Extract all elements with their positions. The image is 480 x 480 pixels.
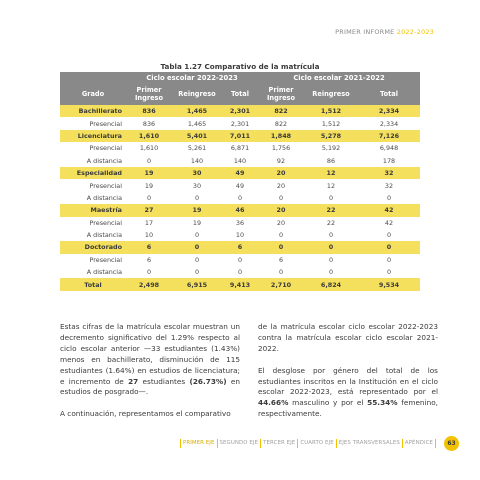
table-cell: 178 xyxy=(358,155,420,167)
table-modality-row xyxy=(60,142,420,154)
table-modality-row xyxy=(60,217,420,229)
row-label: Presencial xyxy=(60,217,126,229)
header-primer-ingreso: Primer Ingreso xyxy=(258,83,304,105)
table-cell: 0 xyxy=(304,229,358,241)
total-cell: 6,915 xyxy=(172,278,222,290)
table-cell: 20 xyxy=(258,204,304,216)
bold-value: 55.34% xyxy=(367,398,398,408)
table-cell: 22 xyxy=(304,204,358,216)
table-cell: 6 xyxy=(126,241,172,253)
table-cell: 1,512 xyxy=(304,105,358,117)
table-cell: 12 xyxy=(304,167,358,179)
table-cell: 0 xyxy=(358,266,420,278)
table-cell: 32 xyxy=(358,167,420,179)
footer-divider xyxy=(435,439,436,448)
row-label: Doctorado xyxy=(60,241,126,253)
table-cell: 0 xyxy=(222,266,258,278)
table-cell: 17 xyxy=(126,217,172,229)
table-cell: 0 xyxy=(304,192,358,204)
row-label: Maestría xyxy=(60,204,126,216)
table-column-header-row xyxy=(60,83,420,105)
row-label: Licenciatura xyxy=(60,130,126,142)
header-total: Total xyxy=(358,83,420,105)
table-cell: 7,126 xyxy=(358,130,420,142)
table-cell: 0 xyxy=(258,241,304,253)
table-modality-row xyxy=(60,155,420,167)
footer-divider xyxy=(336,439,337,448)
table-cell: 36 xyxy=(222,217,258,229)
total-cell: 9,413 xyxy=(222,278,258,290)
table-cell: 19 xyxy=(172,217,222,229)
table-cell: 0 xyxy=(258,229,304,241)
table-cell: 30 xyxy=(172,167,222,179)
header-reingreso: Reingreso xyxy=(172,83,222,105)
table-cell: 92 xyxy=(258,155,304,167)
table-cell: 5,261 xyxy=(172,142,222,154)
table-cell: 12 xyxy=(304,179,358,191)
table-group-header-row xyxy=(60,72,420,83)
footer-link-apendice[interactable]: APÉNDICE xyxy=(404,440,434,446)
table-cell: 0 xyxy=(172,192,222,204)
table-cell: 19 xyxy=(172,204,222,216)
table-cell: 19 xyxy=(126,179,172,191)
table-cell: 1,512 xyxy=(304,117,358,129)
table-cell: 0 xyxy=(172,254,222,266)
table-cell: 836 xyxy=(126,117,172,129)
table-modality-row xyxy=(60,192,420,204)
table-cell: 140 xyxy=(222,155,258,167)
table-cell: 0 xyxy=(222,192,258,204)
row-label: Presencial xyxy=(60,117,126,129)
table-cell: 32 xyxy=(358,179,420,191)
table-cell: 5,278 xyxy=(304,130,358,142)
footer-divider xyxy=(297,439,298,448)
table-cell: 836 xyxy=(126,105,172,117)
table-level-row xyxy=(60,204,420,216)
table-cell: 0 xyxy=(258,266,304,278)
table-cell: 1,610 xyxy=(126,142,172,154)
table-cell: 6,871 xyxy=(222,142,258,154)
row-label: A distancia xyxy=(60,192,126,204)
row-label: A distancia xyxy=(60,155,126,167)
enrollment-comparison-table xyxy=(60,72,420,291)
row-label: A distancia xyxy=(60,229,126,241)
table-cell: 1,465 xyxy=(172,105,222,117)
footer-divider xyxy=(180,439,181,448)
table-cell: 0 xyxy=(126,192,172,204)
table-cell: 6 xyxy=(258,254,304,266)
table-cell: 0 xyxy=(172,266,222,278)
table-modality-row xyxy=(60,229,420,241)
footer-link-segundo-eje[interactable]: SEGUNDO EJE xyxy=(219,440,259,446)
footer-link-cuarto-eje[interactable]: CUARTO EJE xyxy=(300,440,334,446)
table-cell: 46 xyxy=(222,204,258,216)
table-modality-row xyxy=(60,179,420,191)
paragraph: A continuación, representamos el comparativo xyxy=(60,409,231,419)
table-cell: 10 xyxy=(126,229,172,241)
row-label: Presencial xyxy=(60,142,126,154)
row-label: Presencial xyxy=(60,254,126,266)
table-cell: 2,301 xyxy=(222,117,258,129)
paragraph xyxy=(60,322,240,398)
table-cell: 0 xyxy=(222,254,258,266)
total-cell: 2,498 xyxy=(126,278,172,290)
text-span: El desglose por género del total de los estudiantes inscritos en la Institución en el ciclo escolar 2022-2023, está representado por el xyxy=(258,365,438,397)
table-cell: 0 xyxy=(126,155,172,167)
row-label: Bachillerato xyxy=(60,105,126,117)
header-cycle-2022-2023: Ciclo escolar 2022-2023 xyxy=(126,72,258,83)
table-cell: 49 xyxy=(222,167,258,179)
table-cell: 2,334 xyxy=(358,105,420,117)
table-cell: 0 xyxy=(172,229,222,241)
bold-value: (26.73%) xyxy=(189,376,227,386)
table-cell: 0 xyxy=(358,254,420,266)
footer-link-primer-eje[interactable]: PRIMER EJE xyxy=(183,440,215,446)
page-number-badge: 63 xyxy=(444,436,459,451)
table-cell: 0 xyxy=(358,192,420,204)
table-level-row xyxy=(60,167,420,179)
table-cell: 0 xyxy=(126,266,172,278)
table-body xyxy=(60,105,420,278)
bold-value: 27 xyxy=(128,376,139,386)
table-cell: 22 xyxy=(304,217,358,229)
table-cell: 49 xyxy=(222,179,258,191)
table-cell: 7,011 xyxy=(222,130,258,142)
table-cell: 0 xyxy=(304,241,358,253)
table-level-row xyxy=(60,105,420,117)
total-cell: 9,534 xyxy=(358,278,420,290)
row-label: Especialidad xyxy=(60,167,126,179)
header-primer-ingreso: Primer Ingreso xyxy=(126,83,172,105)
table-cell: 6 xyxy=(222,241,258,253)
body-text-right-column xyxy=(258,322,438,431)
table-level-row xyxy=(60,130,420,142)
header-reingreso: Reingreso xyxy=(304,83,358,105)
table-cell: 822 xyxy=(258,117,304,129)
footer-link-ejes-transversales[interactable]: EJES TRANSVERSALES xyxy=(338,440,400,446)
table-cell: 0 xyxy=(258,192,304,204)
header-grado: Grado xyxy=(60,83,126,105)
table-modality-row xyxy=(60,117,420,129)
table-cell: 10 xyxy=(222,229,258,241)
header-years: 2022-2023 xyxy=(396,28,434,36)
text-span: en estudios de posgrado—. xyxy=(60,376,240,397)
table-total-row xyxy=(60,278,420,290)
table-cell: 5,401 xyxy=(172,130,222,142)
table-cell: 30 xyxy=(172,179,222,191)
table-title: Tabla 1.27 Comparativo de la matrícula xyxy=(160,62,320,71)
total-cell: 6,824 xyxy=(304,278,358,290)
table-cell: 140 xyxy=(172,155,222,167)
header-report-label: PRIMER INFORME xyxy=(335,28,395,36)
table-cell: 5,192 xyxy=(304,142,358,154)
header-blank xyxy=(60,72,126,83)
header-total: Total xyxy=(222,83,258,105)
row-label: Presencial xyxy=(60,179,126,191)
table-cell: 6,948 xyxy=(358,142,420,154)
total-label: Total xyxy=(60,278,126,290)
footer-link-tercer-eje[interactable]: TERCER EJE xyxy=(263,440,296,446)
table-cell: 0 xyxy=(304,254,358,266)
text-span: Estas cifras de la matrícula escolar muestran un decremento significativo del 1.29% respecto al ciclo escolar anterior —33 estudiantes (1.43%) menos en bachillerato, disminución de 115 estudiantes (1.64%) en estudios de licenciatura; e incremento de xyxy=(60,322,240,386)
table-level-row xyxy=(60,241,420,253)
body-text-left-column xyxy=(60,322,240,431)
text-span: femenino, respectivamente. xyxy=(258,398,438,419)
footer-divider xyxy=(260,439,261,448)
table-cell: 86 xyxy=(304,155,358,167)
text-span: masculino y por el xyxy=(288,398,368,408)
running-header xyxy=(335,28,434,36)
table-modality-row xyxy=(60,266,420,278)
table-cell: 1,756 xyxy=(258,142,304,154)
text-span: estudiantes xyxy=(138,376,190,386)
table-cell: 0 xyxy=(172,241,222,253)
table-cell: 20 xyxy=(258,167,304,179)
table-cell: 0 xyxy=(358,241,420,253)
header-cycle-2021-2022: Ciclo escolar 2021-2022 xyxy=(258,72,420,83)
table-cell: 2,301 xyxy=(222,105,258,117)
paragraph: de la matrícula escolar ciclo escolar 2022-2023 contra la matrícula escolar ciclo escolar 2021-2022. xyxy=(258,322,438,353)
footer-divider xyxy=(402,439,403,448)
table-cell: 20 xyxy=(258,217,304,229)
table-cell: 27 xyxy=(126,204,172,216)
table-cell: 1,465 xyxy=(172,117,222,129)
table-cell: 1,610 xyxy=(126,130,172,142)
row-label: A distancia xyxy=(60,266,126,278)
table-cell: 0 xyxy=(358,229,420,241)
bold-value: 44.66% xyxy=(258,398,289,408)
total-cell: 2,710 xyxy=(258,278,304,290)
footer-section-nav xyxy=(178,437,438,449)
table-cell: 42 xyxy=(358,204,420,216)
footer-divider xyxy=(217,439,218,448)
table-cell: 19 xyxy=(126,167,172,179)
table-cell: 1,848 xyxy=(258,130,304,142)
table-cell: 6 xyxy=(126,254,172,266)
table-modality-row xyxy=(60,254,420,266)
table-cell: 2,334 xyxy=(358,117,420,129)
table-cell: 42 xyxy=(358,217,420,229)
paragraph xyxy=(258,366,438,421)
table-cell: 0 xyxy=(304,266,358,278)
table-cell: 822 xyxy=(258,105,304,117)
table-cell: 20 xyxy=(258,179,304,191)
